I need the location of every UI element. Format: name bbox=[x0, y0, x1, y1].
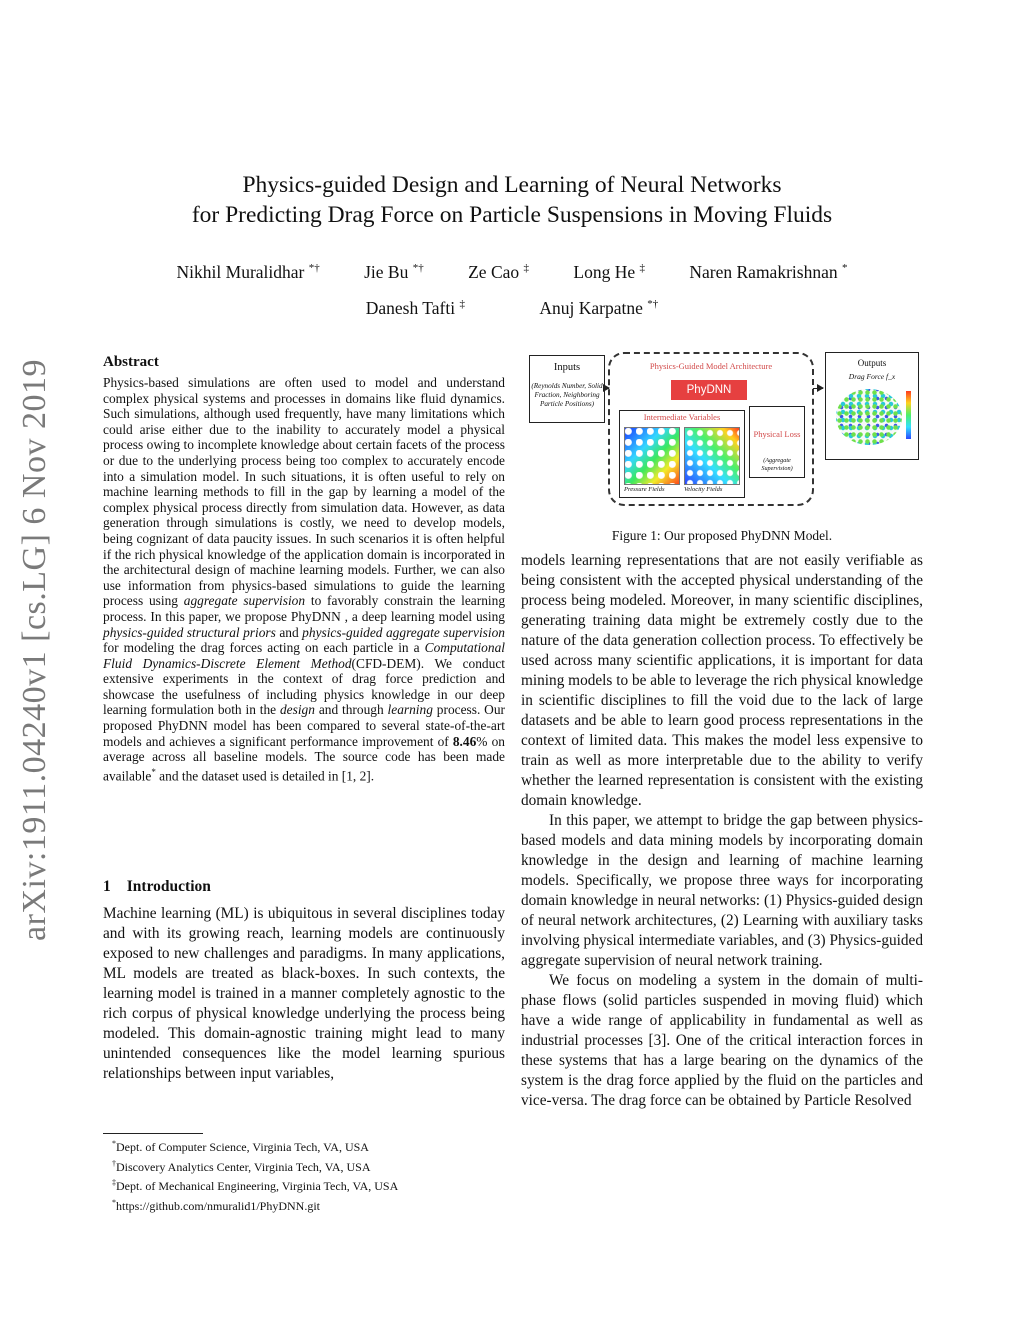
footnote bbox=[112, 1195, 398, 1215]
author-name: Ze Cao bbox=[468, 261, 520, 282]
title-line-2: for Predicting Drag Force on Particle Suspensions in Moving Fluids bbox=[191, 202, 833, 228]
abstract-bold-value: 8.46 bbox=[452, 733, 477, 749]
paragraph: models learning representations that are not easily verifiable as being consistent with the accepted physical understanding of the process being modeled. Moreover, in many scientific disciplines, generating training data might be extremely costly due to the nature of the data generation collection process. To effectively be used across many scientific applications, it is important for data mining models to be able to leverage the rich physical knowledge in scientific disciplines to fill the void due to the lack of large datasets and be able to learn good process representations in the context of limited data. This makes the model less expensive to train as well as more interpretable due to the ability to verify whether the learned representation is consistent with the existing domain knowledge. bbox=[521, 552, 923, 809]
author-list bbox=[0, 252, 1024, 324]
inputs-description: (Reynolds Number, Solid Fraction, Neighboring Particle Positions) bbox=[531, 382, 603, 408]
footnote bbox=[112, 1156, 398, 1176]
intermediate-title: Intermediate Variables bbox=[643, 412, 721, 422]
footnote-mark: † bbox=[112, 1158, 116, 1168]
abstract-heading: Abstract bbox=[103, 354, 159, 370]
pressure-field-label: Pressure Fields bbox=[624, 486, 665, 493]
intro-right-column bbox=[521, 551, 923, 1111]
author-affil-mark: *† bbox=[308, 262, 320, 274]
inputs-title: Inputs bbox=[553, 362, 581, 373]
footnote bbox=[112, 1136, 398, 1156]
outputs-box bbox=[825, 352, 919, 460]
abstract-body bbox=[103, 375, 505, 784]
footnote-rule bbox=[103, 1133, 203, 1134]
author-name: Long He bbox=[573, 261, 636, 282]
outputs-title: Outputs bbox=[857, 358, 887, 368]
abstract-text: Physics-based simulations are often used to model and understand complex physical systems and processes in domains like fluid dynamics. Such simulations, although used frequently, have many limitations which could arise either due to the inability to accurately model a physical process owing to incomplete knowledge about certain facets of the process or due to the underlying process being too complex to accurately encode into a simulation model. In such situations, it is often useful to rely on machine learning methods to fill in the gap by learning a model of the complex physical process directly from simulation data. However, as data generation through simulations is costly, we need to develop models, being cognizant of data paucity issues. In such scenarios it is often helpful if the rich physical knowledge of the application domain is incorporated in the architectural design of machine learning models. Further, we can also use information from physics-based simulations to guide the learning process using bbox=[103, 375, 505, 609]
pressure-field-image bbox=[624, 427, 680, 485]
footnote-mark: * bbox=[112, 1197, 116, 1207]
author-name: Anuj Karpatne bbox=[539, 297, 643, 318]
outputs-description: Drag Force f_x bbox=[848, 372, 896, 381]
velocity-field-label: Velocity Fields bbox=[684, 486, 723, 493]
colorbar-icon bbox=[906, 391, 911, 439]
author bbox=[177, 252, 320, 288]
abstract-text: (CFD-DEM). We conduct extensive experiments in the context of drag force prediction and showcase the usefulness of including physics knowledge in our deep learning formulation both in the bbox=[103, 655, 505, 718]
abstract-text: and the dataset used is detailed in [1, 2]. bbox=[155, 768, 375, 784]
section-number: 1 bbox=[103, 878, 111, 895]
footnote-mark: ‡ bbox=[112, 1178, 116, 1188]
abstract-text: and through bbox=[314, 702, 388, 718]
velocity-field-image bbox=[684, 427, 740, 485]
author-row-1 bbox=[0, 252, 1024, 288]
author-affil-mark: ‡ bbox=[459, 297, 465, 310]
footnote-text: Dept. of Computer Science, Virginia Tech, VA, USA bbox=[116, 1140, 369, 1154]
paragraph: In this paper, we attempt to bridge the gap between physics-based models and data mining models by incorporating domain knowledge in the design and learning of machine learning models. Specifically, we propose three ways for incorporating domain knowledge in neural networks: (1) Physics-guided design of neural network architectures, (2) Learning with auxiliary tasks involving physical intermediate variables, and (3) Physics-guided aggregate supervision of neural network training. bbox=[521, 812, 923, 969]
author-name: Danesh Tafti bbox=[365, 297, 456, 318]
particle-cloud-image bbox=[836, 389, 902, 445]
author-row-2 bbox=[0, 288, 1024, 324]
author-name: Jie Bu bbox=[364, 261, 409, 282]
architecture-title: Physics-Guided Model Architecture bbox=[649, 361, 773, 371]
abstract-text: process. Our proposed PhyDNN model has been compared to several state-of-the-art models and achieves a significant performance improvement of bbox=[103, 702, 505, 749]
abstract-text: for modeling the drag forces acting on each particle in a bbox=[103, 640, 425, 656]
abstract-text: to favorably constrain the learning process. In this paper, we propose PhyDNN , a deep learning model using bbox=[103, 593, 506, 624]
physical-loss-title: Physical Loss bbox=[753, 429, 801, 439]
author bbox=[468, 252, 529, 288]
inputs-box bbox=[529, 355, 605, 423]
paragraph: We focus on modeling a system in the domain of multi-phase flows (solid particles suspended in moving fluid) which have a wide range of applicability in fundamental as well as industrial processes [3]. One of the critical interaction forces in these systems that has a large bearing on the dynamics of the system is the drag force applied by the fluid on the particles and vice-versa. The drag force can be obtained by Particle Resolved bbox=[521, 972, 923, 1109]
arrow-icon bbox=[813, 388, 823, 389]
abstract-emphasis: design bbox=[279, 702, 315, 718]
phydnn-block: PhyDNN bbox=[671, 380, 747, 400]
author-name: Nikhil Muralidhar bbox=[176, 261, 305, 282]
author-affil-mark: ‡ bbox=[639, 262, 645, 274]
figure-caption: Figure 1: Our proposed PhyDNN Model. bbox=[611, 528, 833, 543]
section-heading bbox=[103, 878, 211, 896]
footnote-text: Discovery Analytics Center, Virginia Tech, VA, USA bbox=[116, 1159, 371, 1174]
author-affil-mark: *† bbox=[647, 297, 659, 310]
abstract-emphasis: learning bbox=[387, 702, 433, 718]
author-name: Naren Ramakrishnan bbox=[689, 261, 838, 282]
abstract-text: and bbox=[275, 624, 303, 640]
physical-loss-box bbox=[749, 406, 805, 478]
footnote bbox=[112, 1175, 398, 1195]
arxiv-stamp-text: arXiv:1911.04240v1 [cs.LG] 6 Nov 2019 bbox=[16, 359, 53, 941]
author-affil-mark: ‡ bbox=[523, 262, 530, 274]
author bbox=[539, 288, 658, 324]
author bbox=[573, 252, 645, 288]
footnote-text: Dept. of Mechanical Engineering, Virginia Tech, VA, USA bbox=[116, 1179, 399, 1194]
footnote-marker: * bbox=[151, 766, 156, 777]
author bbox=[689, 252, 847, 288]
paper-title bbox=[0, 170, 1024, 230]
author bbox=[364, 252, 424, 288]
author-affil-mark: * bbox=[841, 262, 848, 274]
abstract-emphasis: physics-guided aggregate supervision bbox=[302, 624, 506, 640]
arxiv-stamp bbox=[5, 360, 65, 940]
author-affil-mark: *† bbox=[412, 262, 424, 274]
abstract-text: % on average across all baseline models. The source code has been made available bbox=[103, 733, 505, 784]
footnotes bbox=[112, 1136, 398, 1214]
intro-paragraph: Machine learning (ML) is ubiquitous in several disciplines today and with its growing reach, learning models are continuously exposed to new challenges and paradigms. In many applications, ML models are treated as black-boxes. In such contexts, the learning model is trained in a manner completely agnostic to the rich corpus of physical knowledge underlying the process being modeled. This domain-agnostic training might lead to many unintended consequences like the model learning spurious relationships between input variables, bbox=[103, 905, 505, 1082]
abstract-emphasis: aggregate supervision bbox=[183, 593, 306, 609]
figure-1 bbox=[521, 350, 923, 515]
abstract-emphasis: physics-guided structural priors bbox=[103, 624, 276, 640]
intermediate-variables-box bbox=[619, 410, 745, 498]
title-line-1: Physics-guided Design and Learning of Neural Networks bbox=[242, 172, 782, 198]
section-title: Introduction bbox=[126, 878, 211, 895]
footnote-mark: * bbox=[112, 1139, 116, 1148]
footnote-link[interactable]: https://github.com/nmuralid1/PhyDNN.git bbox=[116, 1198, 320, 1213]
abstract-emphasis: Computational Fluid Dynamics-Discrete Element Method bbox=[103, 640, 505, 671]
physical-loss-description: (Aggregate Supervision) bbox=[761, 457, 793, 472]
author bbox=[366, 288, 465, 324]
